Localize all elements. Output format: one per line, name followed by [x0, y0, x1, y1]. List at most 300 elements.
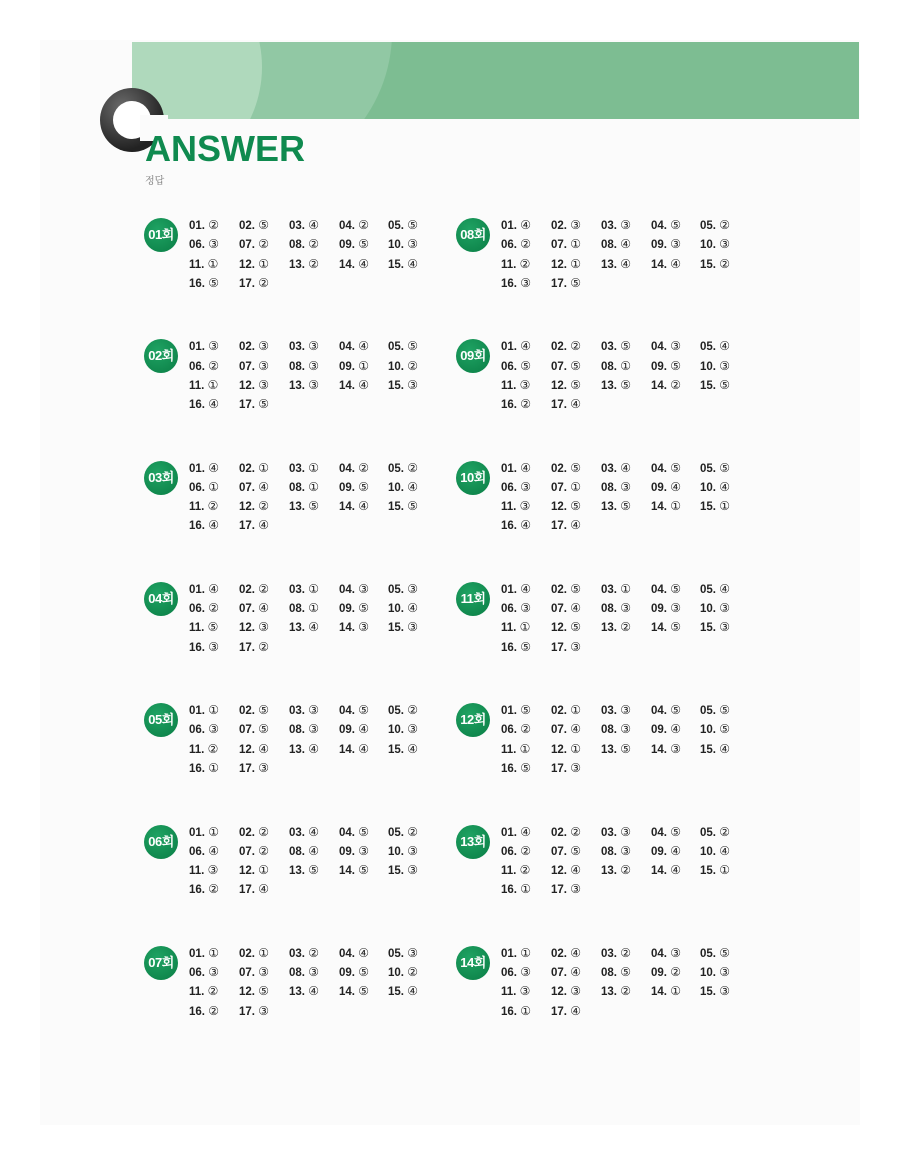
- answer-choice: ⑤: [358, 479, 369, 494]
- answer-choice: ①: [358, 358, 369, 373]
- question-number: 17.: [239, 641, 255, 654]
- question-number: 13.: [289, 501, 305, 514]
- round-badge: 09회: [456, 339, 490, 373]
- answer-choice: ②: [358, 460, 369, 475]
- question-number: 02.: [239, 826, 255, 839]
- answer-item: [189, 844, 235, 863]
- question-number: 03.: [601, 947, 617, 960]
- answer-item: [551, 359, 597, 378]
- answer-item: [501, 218, 547, 237]
- question-number: 09.: [339, 603, 355, 616]
- answer-item: [189, 218, 235, 237]
- answer-item: [388, 620, 434, 639]
- answer-choice: ④: [407, 741, 418, 756]
- answer-item: [339, 461, 385, 480]
- answer-item: [601, 218, 647, 237]
- answer-choice: ③: [407, 581, 418, 596]
- answer-item: [289, 965, 335, 984]
- answer-item: [239, 742, 285, 761]
- question-number: 04.: [339, 826, 355, 839]
- answer-choice: ③: [258, 965, 269, 980]
- answer-choice: ④: [570, 965, 581, 980]
- answer-choice: ④: [208, 581, 219, 596]
- answer-item: [239, 582, 285, 601]
- answer-choice: ④: [208, 843, 219, 858]
- question-number: 16.: [501, 763, 517, 776]
- answer-item: [551, 742, 597, 761]
- answer-choice: ④: [258, 601, 269, 616]
- question-number: 08.: [289, 724, 305, 737]
- question-number: 09.: [339, 845, 355, 858]
- answer-choice: ②: [208, 882, 219, 897]
- question-number: 09.: [651, 239, 667, 252]
- answer-item: [551, 1004, 597, 1023]
- answer-choice: ⑤: [358, 237, 369, 252]
- answer-choice: ③: [208, 965, 219, 980]
- answer-item: [651, 965, 697, 984]
- question-number: 06.: [501, 360, 517, 373]
- answer-item: [700, 863, 746, 882]
- answer-item: [700, 844, 746, 863]
- answer-choice: ④: [258, 518, 269, 533]
- answer-item: [239, 863, 285, 882]
- question-number: 14.: [339, 986, 355, 999]
- answer-choice: ⑤: [520, 358, 531, 373]
- answer-set: [144, 946, 444, 1046]
- answer-choice: ④: [570, 601, 581, 616]
- question-number: 07.: [239, 481, 255, 494]
- answer-item: [700, 946, 746, 965]
- answer-item: [700, 582, 746, 601]
- question-number: 14.: [339, 865, 355, 878]
- question-number: 08.: [601, 845, 617, 858]
- question-number: 07.: [551, 845, 567, 858]
- answer-choice: ②: [407, 358, 418, 373]
- answer-item: [501, 378, 547, 397]
- answer-choice: ③: [719, 620, 730, 635]
- answer-choice: ⑤: [308, 863, 319, 878]
- answer-choice: ④: [520, 518, 531, 533]
- question-number: 04.: [339, 705, 355, 718]
- round-badge: 11회: [456, 582, 490, 616]
- answer-item: [551, 499, 597, 518]
- question-number: 15.: [700, 622, 716, 635]
- question-number: 05.: [700, 341, 716, 354]
- answer-item: [651, 984, 697, 1003]
- answer-choice: ④: [670, 479, 681, 494]
- answer-item: [289, 844, 335, 863]
- answer-choice: ②: [407, 824, 418, 839]
- answer-choice: ④: [670, 722, 681, 737]
- question-number: 08.: [601, 603, 617, 616]
- answer-item: [289, 984, 335, 1003]
- question-number: 07.: [551, 360, 567, 373]
- answer-choice: ④: [670, 256, 681, 271]
- question-number: 05.: [388, 826, 404, 839]
- answer-item: [239, 378, 285, 397]
- question-number: 02.: [551, 826, 567, 839]
- answer-item: [189, 359, 235, 378]
- question-number: 12.: [239, 622, 255, 635]
- answer-choice: ②: [258, 843, 269, 858]
- question-number: 02.: [239, 220, 255, 232]
- question-number: 03.: [289, 341, 305, 354]
- answer-choice: ①: [308, 460, 319, 475]
- round-badge: 01회: [144, 218, 178, 252]
- answer-item: [551, 946, 597, 965]
- answer-choice: ⑤: [358, 863, 369, 878]
- answer-item: [339, 601, 385, 620]
- question-number: 05.: [700, 947, 716, 960]
- answer-item: [339, 703, 385, 722]
- answer-choice: ③: [358, 620, 369, 635]
- question-number: 05.: [700, 705, 716, 718]
- answer-item: [388, 499, 434, 518]
- question-number: 10.: [388, 967, 404, 980]
- answer-choice: ③: [520, 965, 531, 980]
- question-number: 16.: [189, 884, 205, 897]
- answer-item: [700, 703, 746, 722]
- answer-item: [651, 742, 697, 761]
- question-number: 06.: [501, 724, 517, 737]
- answer-choice: ③: [570, 218, 581, 232]
- answer-item: [501, 946, 547, 965]
- answer-item: [551, 761, 597, 780]
- answer-item: [700, 480, 746, 499]
- question-number: 10.: [388, 360, 404, 373]
- answer-item: [189, 984, 235, 1003]
- answer-choice: ③: [670, 339, 681, 354]
- answer-choice: ④: [308, 984, 319, 999]
- answer-choice: ⑤: [570, 581, 581, 596]
- answer-item: [339, 965, 385, 984]
- answer-choice: ③: [407, 945, 418, 960]
- question-number: 07.: [551, 724, 567, 737]
- answer-item: [551, 257, 597, 276]
- question-number: 07.: [239, 967, 255, 980]
- answer-item: [601, 237, 647, 256]
- question-number: 10.: [700, 603, 716, 616]
- answer-item: [189, 722, 235, 741]
- question-number: 07.: [551, 481, 567, 494]
- question-number: 16.: [189, 520, 205, 533]
- answer-choice: ①: [258, 460, 269, 475]
- answer-choice: ②: [207, 984, 219, 999]
- answer-item: [189, 582, 235, 601]
- answer-choice: ④: [407, 601, 418, 616]
- answer-choice: ④: [308, 824, 319, 839]
- answer-choice: ①: [519, 741, 531, 756]
- answer-item: [651, 722, 697, 741]
- answer-item: [388, 257, 434, 276]
- answer-choice: ④: [570, 722, 581, 737]
- question-number: 10.: [700, 845, 716, 858]
- answer-item: [700, 742, 746, 761]
- answer-choice: ②: [719, 256, 730, 271]
- question-number: 06.: [501, 967, 517, 980]
- answer-choice: ②: [207, 741, 219, 756]
- answer-choice: ⑤: [670, 703, 681, 718]
- answer-item: [501, 518, 547, 537]
- question-number: 08.: [601, 967, 617, 980]
- question-number: 03.: [601, 462, 617, 475]
- answer-choice: ⑤: [670, 581, 681, 596]
- answer-item: [239, 844, 285, 863]
- answer-item: [601, 601, 647, 620]
- answer-item: [501, 582, 547, 601]
- question-number: 11.: [189, 865, 205, 878]
- answer-choice: ③: [308, 965, 319, 980]
- question-number: 02.: [551, 705, 567, 718]
- answer-item: [651, 863, 697, 882]
- answer-item: [339, 863, 385, 882]
- question-number: 14.: [651, 501, 667, 514]
- answer-choice: ③: [719, 984, 730, 999]
- answer-choice: ③: [407, 377, 418, 392]
- question-number: 01.: [501, 826, 517, 839]
- answer-choice: ⑤: [207, 620, 219, 635]
- question-number: 10.: [388, 724, 404, 737]
- answer-choice: ④: [258, 741, 269, 756]
- question-number: 05.: [700, 826, 716, 839]
- answer-item: [651, 620, 697, 639]
- answer-choice: ④: [620, 237, 631, 252]
- answer-choice: ②: [620, 620, 631, 635]
- answer-choice: ⑤: [719, 460, 730, 475]
- question-number: 13.: [289, 258, 305, 271]
- question-number: 12.: [551, 986, 567, 999]
- answer-item: [388, 237, 434, 256]
- question-number: 02.: [551, 947, 567, 960]
- question-number: 11.: [501, 986, 517, 999]
- answer-choice: ⑤: [570, 843, 581, 858]
- answer-choice: ②: [570, 339, 581, 354]
- answer-item: [289, 499, 335, 518]
- answer-choice: ②: [520, 843, 531, 858]
- answer-item: [239, 984, 285, 1003]
- answer-set: [144, 339, 444, 439]
- question-number: 14.: [651, 743, 667, 756]
- question-number: 15.: [388, 501, 404, 514]
- answer-choice: ④: [520, 339, 531, 354]
- answer-choice: ③: [258, 620, 269, 635]
- answer-choice: ③: [520, 479, 531, 494]
- answer-choice: ⑤: [258, 218, 269, 232]
- answer-choice: ②: [208, 601, 219, 616]
- answer-choice: ①: [570, 741, 581, 756]
- answer-item: [551, 218, 597, 237]
- answer-item: [551, 965, 597, 984]
- answer-item: [601, 984, 647, 1003]
- answer-choice: ④: [520, 581, 531, 596]
- round-badge: 05회: [144, 703, 178, 737]
- answer-item: [289, 863, 335, 882]
- answer-choice: ③: [358, 581, 369, 596]
- question-number: 07.: [551, 603, 567, 616]
- question-number: 06.: [501, 239, 517, 252]
- answer-item: [601, 582, 647, 601]
- answer-choice: ④: [570, 1003, 581, 1018]
- answer-item: [239, 276, 285, 295]
- answer-choice: ③: [208, 339, 219, 354]
- answer-choice: ③: [620, 703, 631, 718]
- answer-choice: ②: [208, 218, 219, 232]
- answer-item: [651, 339, 697, 358]
- question-number: 04.: [651, 947, 667, 960]
- question-number: 08.: [601, 724, 617, 737]
- answer-item: [700, 620, 746, 639]
- answer-item: [551, 480, 597, 499]
- question-number: 11.: [501, 258, 517, 271]
- answer-choice: ③: [620, 824, 631, 839]
- answer-item: [339, 722, 385, 741]
- answer-choice: ③: [670, 945, 681, 960]
- answer-choice: ①: [620, 581, 631, 596]
- answer-item: [289, 339, 335, 358]
- answer-item: [651, 480, 697, 499]
- answer-item: [388, 863, 434, 882]
- question-number: 04.: [339, 341, 355, 354]
- answer-choice: ⑤: [719, 945, 730, 960]
- answer-item: [651, 703, 697, 722]
- answer-choice: ④: [719, 479, 730, 494]
- question-number: 06.: [189, 239, 205, 252]
- answer-choice: ①: [719, 863, 730, 878]
- question-number: 15.: [700, 986, 716, 999]
- answer-choice: ②: [620, 945, 631, 960]
- answer-set: [144, 825, 444, 925]
- question-number: 09.: [339, 481, 355, 494]
- round-badge: 10회: [456, 461, 490, 495]
- question-number: 06.: [189, 360, 205, 373]
- answer-item: [501, 257, 547, 276]
- answer-choice: ①: [207, 256, 219, 271]
- answer-choice: ①: [208, 703, 219, 718]
- answer-item: [239, 237, 285, 256]
- answer-item: [501, 1004, 547, 1023]
- answer-item: [601, 359, 647, 378]
- answer-item: [551, 882, 597, 901]
- answer-item: [651, 378, 697, 397]
- answer-choice: ①: [308, 479, 319, 494]
- question-number: 03.: [601, 341, 617, 354]
- question-number: 04.: [339, 220, 355, 232]
- answer-item: [189, 620, 235, 639]
- answer-choice: ④: [258, 882, 269, 897]
- page-title: ANSWER: [145, 128, 305, 169]
- question-number: 04.: [651, 220, 667, 232]
- answer-item: [189, 276, 235, 295]
- question-number: 02.: [551, 462, 567, 475]
- answer-item: [388, 742, 434, 761]
- answer-choice: ①: [570, 703, 581, 718]
- answer-choice: ②: [258, 824, 269, 839]
- answer-choice: ④: [358, 256, 369, 271]
- answer-item: [239, 703, 285, 722]
- question-number: 17.: [551, 763, 567, 776]
- question-number: 14.: [651, 622, 667, 635]
- answer-choice: ①: [308, 581, 319, 596]
- answer-set: [456, 582, 756, 682]
- answer-choice: ⑤: [407, 499, 418, 514]
- answer-item: [388, 844, 434, 863]
- answer-item: [700, 378, 746, 397]
- answer-item: [388, 965, 434, 984]
- question-number: 09.: [651, 360, 667, 373]
- answer-choice: ④: [308, 218, 319, 232]
- question-number: 04.: [651, 826, 667, 839]
- answer-item: [388, 582, 434, 601]
- question-number: 03.: [601, 220, 617, 232]
- answer-choice: ③: [520, 275, 531, 290]
- answer-choice: ②: [520, 722, 531, 737]
- answer-item: [651, 601, 697, 620]
- question-number: 06.: [501, 845, 517, 858]
- answer-item: [289, 946, 335, 965]
- answer-choice: ③: [407, 843, 418, 858]
- answer-item: [239, 499, 285, 518]
- answer-choice: ⑤: [358, 965, 369, 980]
- answer-item: [501, 640, 547, 659]
- answer-item: [189, 946, 235, 965]
- answer-choice: ③: [308, 377, 319, 392]
- answer-choice: ②: [620, 863, 631, 878]
- question-number: 14.: [339, 622, 355, 635]
- question-number: 01.: [501, 220, 517, 232]
- answer-item: [339, 237, 385, 256]
- answer-choice: ③: [308, 339, 319, 354]
- question-number: 14.: [339, 379, 355, 392]
- question-number: 12.: [239, 986, 255, 999]
- answer-item: [551, 825, 597, 844]
- answer-item: [189, 339, 235, 358]
- answer-item: [651, 359, 697, 378]
- question-number: 13.: [601, 379, 617, 392]
- answer-item: [339, 825, 385, 844]
- answer-item: [239, 518, 285, 537]
- question-number: 16.: [501, 277, 517, 290]
- question-number: 04.: [339, 947, 355, 960]
- answer-choice: ②: [258, 581, 269, 596]
- answer-choice: ③: [670, 741, 681, 756]
- answer-item: [501, 359, 547, 378]
- question-number: 02.: [551, 583, 567, 596]
- answer-item: [501, 397, 547, 416]
- question-number: 04.: [651, 705, 667, 718]
- header-banner: [132, 42, 859, 119]
- answer-choice: ⑤: [620, 965, 631, 980]
- answer-choice: ③: [208, 722, 219, 737]
- answer-item: [700, 257, 746, 276]
- question-number: 15.: [388, 986, 404, 999]
- answer-item: [700, 825, 746, 844]
- question-number: 05.: [388, 947, 404, 960]
- answer-item: [601, 480, 647, 499]
- question-number: 15.: [388, 743, 404, 756]
- answer-choice: ④: [407, 479, 418, 494]
- answer-choice: ⑤: [208, 275, 219, 290]
- question-number: 02.: [239, 462, 255, 475]
- question-number: 02.: [551, 341, 567, 354]
- answer-choice: ⑤: [258, 397, 269, 412]
- question-number: 12.: [551, 258, 567, 271]
- answer-item: [339, 984, 385, 1003]
- answer-item: [339, 742, 385, 761]
- answer-choice: ⑤: [620, 741, 631, 756]
- answer-item: [189, 761, 235, 780]
- answer-choice: ②: [258, 639, 269, 654]
- answer-item: [700, 359, 746, 378]
